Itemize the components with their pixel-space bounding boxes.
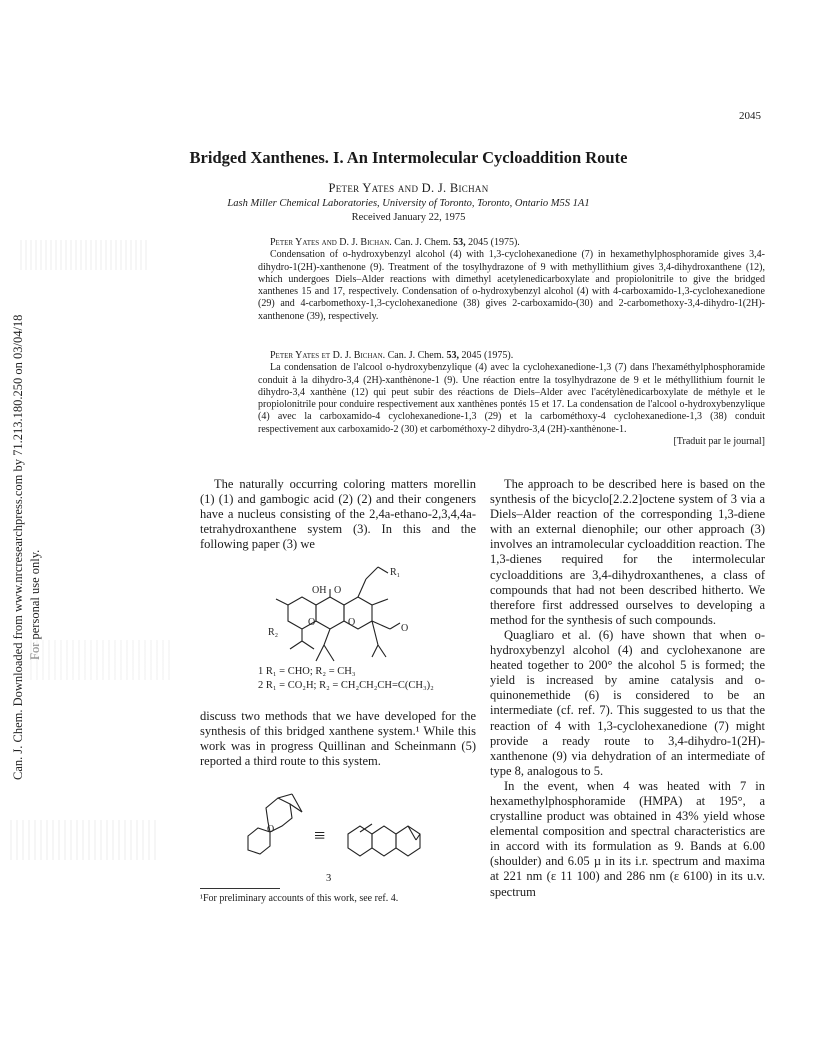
citation-authors: Peter Yates et D. J. Bichan. xyxy=(270,350,386,361)
abstract-citation xyxy=(258,350,765,362)
label-oh: OH xyxy=(312,585,327,596)
affiliation: Lash Miller Chemical Laboratories, University of Toronto, Toronto, Ontario M5S 1A1 xyxy=(227,198,590,209)
watermark-line-1: Can. J. Chem. Downloaded from www.nrcresearchpress.com by 71.213.180.250 on 03/04/18 xyxy=(11,314,25,780)
body-paragraph: discuss two methods that we have developed for the synthesis of this bridged xanthene system.¹ While this work was in progress Quillinan and Scheinmann (5) reported a third route to this system. xyxy=(200,709,476,769)
label-r1: R₁ xyxy=(390,567,401,578)
left-column-para-1 xyxy=(200,477,476,552)
body-paragraph: In the event, when 4 was heated with 7 in hexamethylphosphoramide (HMPA) at 195°, a crystalline product was obtained in 43% yield whose elemental composition and spectral characteristics are in accord with its formulation as 9. Bands at 6.00 (shoulder) and 6.05 µ in its i.r. spectrum and maxima at 221 nm (ε 11 100) and 286 nm (ε 6100) in its u.v. spectrum xyxy=(490,778,765,899)
article-authors: Peter Yates and D. J. Bichan xyxy=(328,181,489,195)
page-number: 2045 xyxy=(739,110,761,122)
citation-pages: 2045 (1975). xyxy=(468,237,520,248)
label-o: O xyxy=(267,824,275,835)
compound-3-caption: 3 xyxy=(326,873,332,884)
equivalence-sign: ≡ xyxy=(314,825,326,847)
body-paragraph: Quagliaro et al. (6) have shown that when o-hydroxybenzyl alcohol (4) and cyclohexanone are heated together to 200° the alcohol 5 is formed; the yield is increased by amine catalysis and o-quinonemethide (6) is considered to be an intermediate (cf. ref. 7). This suggested to us that the reaction of 4 with 1,3-cyclohexanedione (7) might provide a ready route to 3,4-dihydro-1(2H)-xanthenone (9) via dehydration of an intermediate of type 8, analogous to 5. xyxy=(490,627,765,778)
received-date: Received January 22, 1975 xyxy=(351,212,466,223)
footnote-rule xyxy=(200,888,280,889)
abstract-english xyxy=(258,237,765,323)
structure-diagram-1 xyxy=(268,565,428,665)
abstract-citation xyxy=(258,237,765,249)
body-paragraph: The naturally occurring coloring matters morellin (1) (1) and gambogic acid (2) (2) and their congeners have a nucleus consisting of the 2,4a-ethano-2,3,4,4a-tetrahydroxanthene system (3). In this and the following paper (3) we xyxy=(200,477,476,552)
citation-volume: 53, xyxy=(453,237,466,248)
scan-noise xyxy=(10,820,160,860)
abstract-french xyxy=(258,350,765,448)
label-o: O xyxy=(401,623,409,634)
left-column-para-2 xyxy=(200,709,476,769)
citation-volume: 53, xyxy=(446,350,460,361)
label-o: O xyxy=(308,617,316,628)
article-title: Bridged Xanthenes. I. An Intermolecular Cycloaddition Route xyxy=(189,148,628,167)
structure-drawing xyxy=(240,788,440,868)
watermark-line-2: For personal use only. xyxy=(28,549,42,660)
scan-noise xyxy=(20,240,150,270)
abstract-body: Condensation of o-hydroxybenzyl alcohol (4) with 1,3-cyclohexanedione (7) in hexamethylphosphoramide gives 3,4-dihydro-1(2H)-xanthenone (9). Treatment of the tosylhydrazone of 9 with methyllithium gives 3,4-dihydroxanthene (12), which undergoes Diels–Alder reactions with dimethyl acetylenedicarboxylate and propiolonitrile to give the bridged xanthenes 15 and 17, respectively. Condensation of o-hydroxybenzyl alcohol (4) with 4-carboxamido-1,3-cyclohexanedione (29) and 4-carbomethoxy-1,3-cyclohexanedione (38) gives 2-carboxamido-(30) and 2-carbomethoxy-3,4-dihydro-1(2H)-xanthenone (39), respectively. xyxy=(258,249,765,322)
right-column xyxy=(490,477,765,900)
compound-2-caption: 2 R₁ = CO₂H; R₂ = CH₂CH₂CH=C(CH₃)₂ xyxy=(258,680,434,691)
label-o: O xyxy=(334,585,342,596)
citation-journal: Can. J. Chem. xyxy=(394,237,451,248)
label-o: O xyxy=(348,617,356,628)
abstract-body: La condensation de l'alcool o-hydroxybenzylique (4) avec la cyclohexanedione-1,3 (7) dans l'hexaméthylphosphoramide conduit à la dihydro-3,4 (2H)-xanthènone-1 (9). Une réaction entre la tosylhydrazone de 9 et le méthyllithium fournit le dihydro-3,4 xanthène (12) qui peut subir des réactions de Diels–Alder avec l'acétylènedicarboxylate de méthyle et le propiolonitrile pour conduire respectivement aux xanthènes pontés 15 et 17. La condensation de l'alcool o-hydroxybenzylique (4) avec la carboxamido-4 cyclohexanedione-1,3 (29) et la carbométhoxy-4 cyclohexanedione-1,3 (38) conduit respectivement aux carboxamido-2 (30) et carbométhoxy-2 dihydro-3,4 (2H)-xanthènone-1. xyxy=(258,362,765,435)
citation-authors: Peter Yates and D. J. Bichan. xyxy=(270,237,392,248)
compound-1-caption: 1 R₁ = CHO; R₂ = CH₃ xyxy=(258,666,356,677)
citation-pages: 2045 (1975). xyxy=(461,350,514,361)
structure-diagram-3 xyxy=(240,788,440,868)
structure-drawing xyxy=(268,565,428,665)
label-r2: R₂ xyxy=(268,627,279,638)
body-paragraph: The approach to be described here is based on the synthesis of the bicyclo[2.2.2]octene system of 3 via a Diels–Alder reaction of the corresponding 1,3-diene with an external dienophile; our other approach (3) involves an intramolecular cycloaddition reaction. The 1,3-dienes required for the intermolecular cycloadditions are 3,4-dihydroxanthenes, a class of compounds that had not been described hitherto. We therefore first addressed ourselves to developing a method for the synthesis of such compounds. xyxy=(490,477,765,627)
translation-note: [Traduit par le journal] xyxy=(673,436,765,448)
footnote: ¹For preliminary accounts of this work, see ref. 4. xyxy=(200,893,399,904)
scan-noise xyxy=(30,640,170,680)
citation-journal: Can. J. Chem. xyxy=(387,350,445,361)
